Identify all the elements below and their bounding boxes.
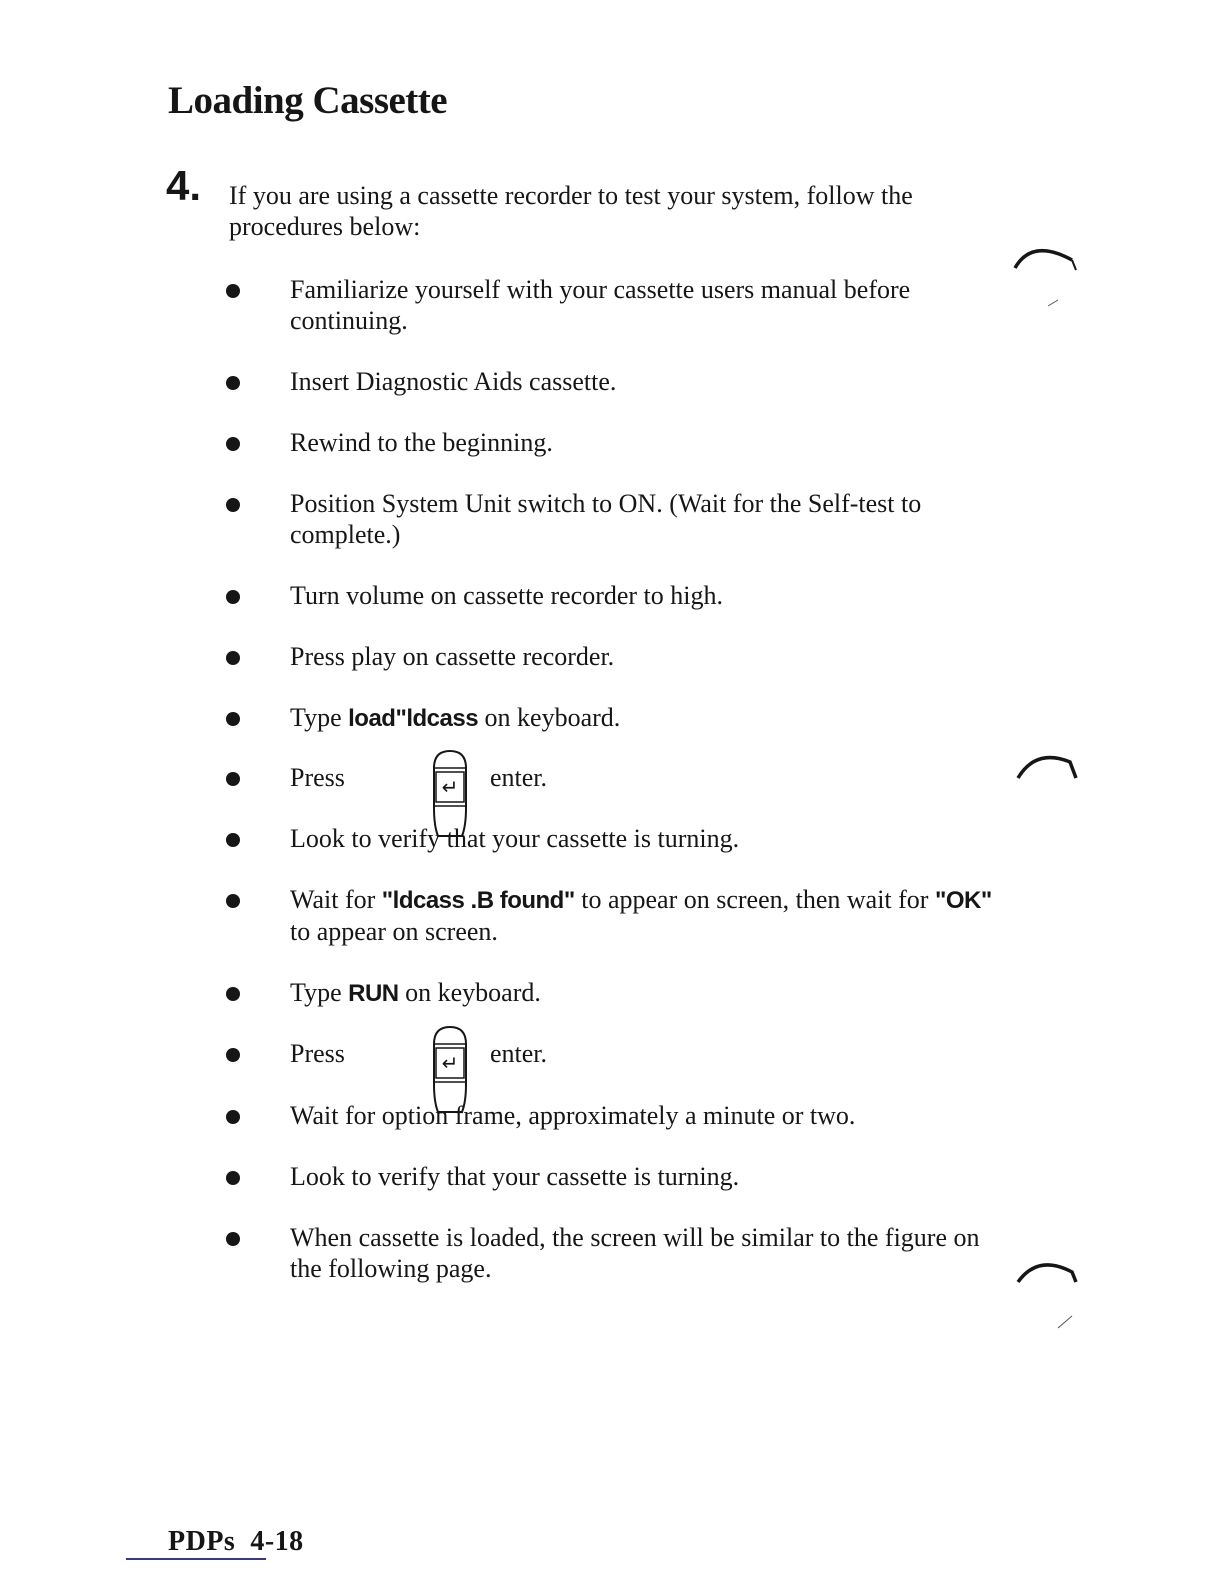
binder-hole-mark-icon — [1014, 748, 1080, 788]
command-text: RUN — [348, 980, 399, 1007]
bullet-icon — [226, 437, 240, 451]
step-number: 4. — [166, 162, 202, 209]
list-item-text — [290, 1038, 1010, 1075]
list-item-text: Familiarize yourself with your cassette users manual before continuing. — [290, 275, 911, 335]
bullet-icon — [226, 712, 240, 726]
list-item-text: Position System Unit switch to ON. (Wait for the Self-test to complete.) — [290, 489, 922, 549]
command-text: "ldcass .B found" — [381, 887, 575, 914]
list-item-text: When cassette is loaded, the screen will be similar to the figure on the following page. — [290, 1223, 980, 1283]
step-intro-text: If you are using a cassette recorder to test your system, follow the procedures below: — [229, 181, 913, 241]
svg-text:↵: ↵ — [441, 1051, 459, 1075]
page-footer — [168, 1526, 304, 1558]
binder-hole-mark-icon — [1010, 240, 1080, 310]
list-item-text: Wait for "ldcass .B found" to appear on screen, then wait for "OK" to appear on screen. — [290, 885, 992, 946]
list-item-text: Insert Diagnostic Aids cassette. — [290, 367, 617, 396]
bullet-icon — [226, 894, 240, 908]
bullet-icon — [226, 498, 240, 512]
bullet-icon — [226, 376, 240, 390]
list-item-text: Rewind to the beginning. — [290, 428, 553, 457]
press-label: Press — [290, 763, 345, 792]
list-item-text: Turn volume on cassette recorder to high. — [290, 581, 723, 610]
footer-section: PDPs — [168, 1526, 236, 1557]
binder-hole-mark-icon — [1014, 1252, 1080, 1332]
list-item-text: Type RUN on keyboard. — [290, 978, 541, 1007]
bullet-icon — [226, 1048, 240, 1062]
command-text: "OK" — [934, 887, 992, 914]
page-title: Loading Cassette — [168, 79, 448, 122]
press-label: Press — [290, 1039, 345, 1068]
bullet-icon — [226, 651, 240, 665]
svg-text:↵: ↵ — [441, 775, 459, 799]
bullet-icon — [226, 833, 240, 847]
bullet-icon — [226, 772, 240, 786]
bullet-icon — [226, 1110, 240, 1124]
list-item-text: Press play on cassette recorder. — [290, 642, 615, 671]
bullet-icon — [226, 590, 240, 604]
bullet-icon — [226, 1232, 240, 1246]
list-item-text — [290, 762, 1010, 799]
footer-page-number: 4-18 — [250, 1526, 304, 1557]
enter-label: enter. — [490, 763, 548, 792]
command-text: load"ldcass — [348, 705, 479, 732]
footer-rule — [126, 1558, 266, 1560]
list-item-text: Look to verify that your cassette is turning. — [290, 1162, 740, 1191]
bullet-icon — [226, 987, 240, 1001]
list-item-text: Type load"ldcass on keyboard. — [290, 703, 621, 732]
list-item-text: Look to verify that your cassette is turning. — [290, 824, 740, 853]
enter-label: enter. — [490, 1039, 548, 1068]
bullet-icon — [226, 284, 240, 298]
list-item-text: Wait for option frame, approximately a minute or two. — [290, 1101, 856, 1130]
bullet-icon — [226, 1171, 240, 1185]
